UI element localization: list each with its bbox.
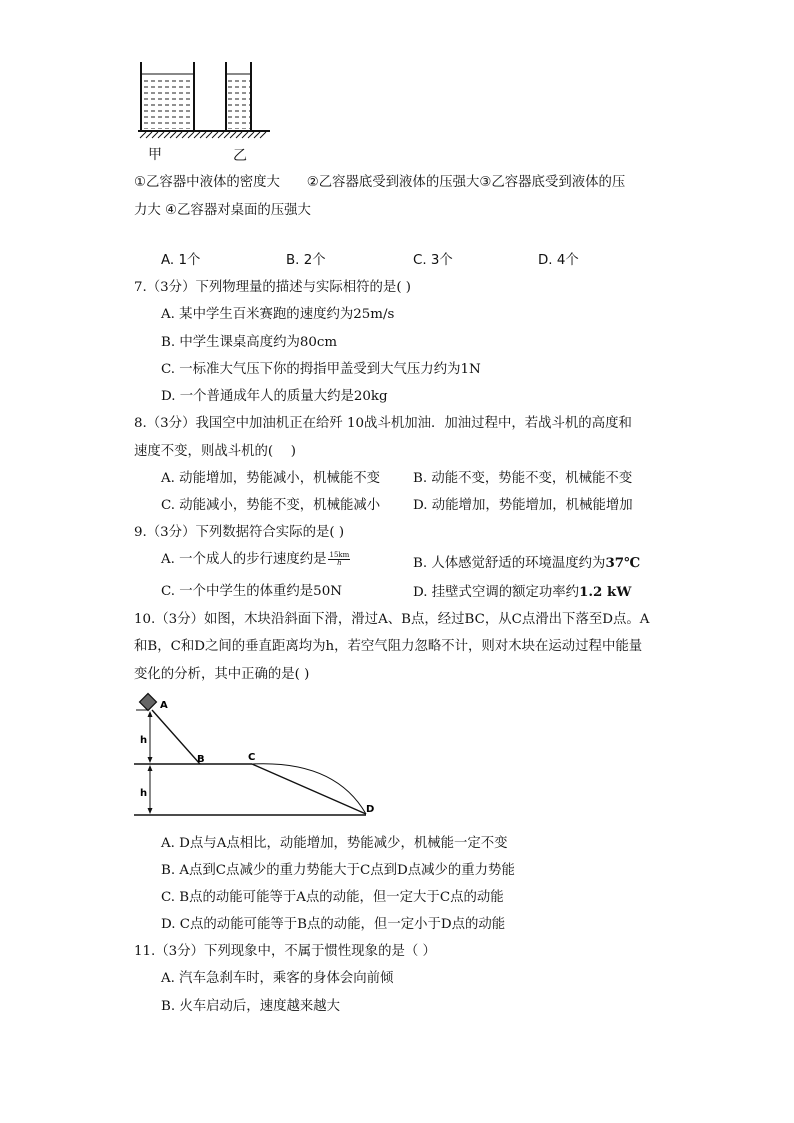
incline-ab xyxy=(152,710,200,764)
q10-option-c[interactable]: C. B点的动能可能等于A点的动能，但一定大于C点的动能 xyxy=(161,890,504,905)
container-jia xyxy=(141,62,194,130)
wooden-block xyxy=(140,694,157,711)
q6-option-a[interactable]: A. 1个 xyxy=(161,253,201,268)
line-cd xyxy=(252,764,366,814)
q10-option-d[interactable]: D. C点的动能可能等于B点的动能，但一定小于D点的动能 xyxy=(161,917,506,932)
q6-statements-line1: ①乙容器中液体的密度大 ②乙容器底受到液体的压强大③乙容器底受到液体的压 xyxy=(134,175,626,190)
q7-option-d[interactable]: D. 一个普通成年人的质量大约是20kg xyxy=(161,389,388,404)
q8-option-b[interactable]: B. 动能不变，势能不变，机械能不变 xyxy=(413,471,633,486)
container-yi xyxy=(226,62,251,130)
q8-option-d[interactable]: D. 动能增加，势能增加，机械能增加 xyxy=(413,498,633,513)
q9-option-d[interactable] xyxy=(413,581,631,600)
q9-option-c[interactable]: C. 一个中学生的体重约是50N xyxy=(161,584,342,599)
label-h-lower: h xyxy=(140,788,148,799)
label-jia: 甲 xyxy=(148,147,162,163)
q10-option-b[interactable]: B. A点到C点减少的重力势能大于C点到D点减少的重力势能 xyxy=(161,863,515,878)
q10-stem-line2: 和B，C和D之间的垂直距离均为h，若空气阻力忽略不计，则对木块在运动过程中能量 xyxy=(134,639,643,654)
q8-option-a[interactable]: A. 动能增加，势能减小，机械能不变 xyxy=(161,471,381,486)
q10-option-a[interactable]: A. D点与A点相比，动能增加，势能减少，机械能一定不变 xyxy=(161,836,508,851)
q9-option-d-value: 1.2 kW xyxy=(579,584,632,600)
q8-option-c[interactable]: C. 动能减小，势能不变，机械能减小 xyxy=(161,498,381,513)
label-d: D xyxy=(366,804,375,815)
label-b: B xyxy=(197,754,205,765)
speed-fraction xyxy=(328,552,350,567)
q9-option-b-text: B. 人体感觉舒适的环境温度约为 xyxy=(413,556,606,571)
q9-option-b-value: 37℃ xyxy=(605,555,641,571)
label-yi: 乙 xyxy=(233,148,247,164)
q9-option-d-text: D. 挂壁式空调的额定功率约 xyxy=(413,585,580,600)
q10-stem-line3: 变化的分析，其中正确的是( ) xyxy=(134,667,310,682)
q6-option-c[interactable]: C. 3个 xyxy=(413,253,453,268)
q7-stem: 7.（3分）下列物理量的描述与实际相符的是( ) xyxy=(134,280,412,295)
q9-stem: 9.（3分）下列数据符合实际的是( ) xyxy=(134,525,345,540)
fraction-numerator: 15km xyxy=(329,551,350,559)
label-a: A xyxy=(160,700,168,711)
q6-statements-line2: 力大 ④乙容器对桌面的压强大 xyxy=(134,203,311,218)
q10-stem-line1: 10.（3分）如图，木块沿斜面下滑，滑过A、B点，经过BC，从C点滑出下落至D点。A xyxy=(134,612,650,627)
q11-stem: 11.（3分）下列现象中，不属于惯性现象的是（ ） xyxy=(134,944,436,959)
q7-option-c[interactable]: C. 一标准大气压下你的拇指甲盖受到大气压力约为1N xyxy=(161,362,481,377)
q11-option-b[interactable]: B. 火车启动后，速度越来越大 xyxy=(161,999,341,1014)
fraction-denominator: h xyxy=(337,559,342,567)
q6-option-b[interactable]: B. 2个 xyxy=(286,253,326,268)
incline-figure xyxy=(130,688,380,823)
q9-option-a-text: A. 一个成人的步行速度约是 xyxy=(161,552,327,567)
q9-option-a[interactable] xyxy=(161,548,352,567)
q8-stem-line1: 8.（3分）我国空中加油机正在给歼 10战斗机加油．加油过程中，若战斗机的高度和 xyxy=(134,416,632,431)
label-c: C xyxy=(248,752,256,763)
label-h-upper: h xyxy=(140,735,148,746)
q8-stem-line2: 速度不变，则战斗机的( ) xyxy=(134,444,297,459)
q11-option-a[interactable]: A. 汽车急刹车时，乘客的身体会向前倾 xyxy=(161,971,394,986)
q7-option-a[interactable]: A. 某中学生百米赛跑的速度约为25m/s xyxy=(161,307,395,322)
q9-option-b[interactable] xyxy=(413,552,640,571)
q7-option-b[interactable]: B. 中学生课桌高度约为80cm xyxy=(161,335,338,350)
q6-option-d[interactable]: D. 4个 xyxy=(538,253,579,268)
